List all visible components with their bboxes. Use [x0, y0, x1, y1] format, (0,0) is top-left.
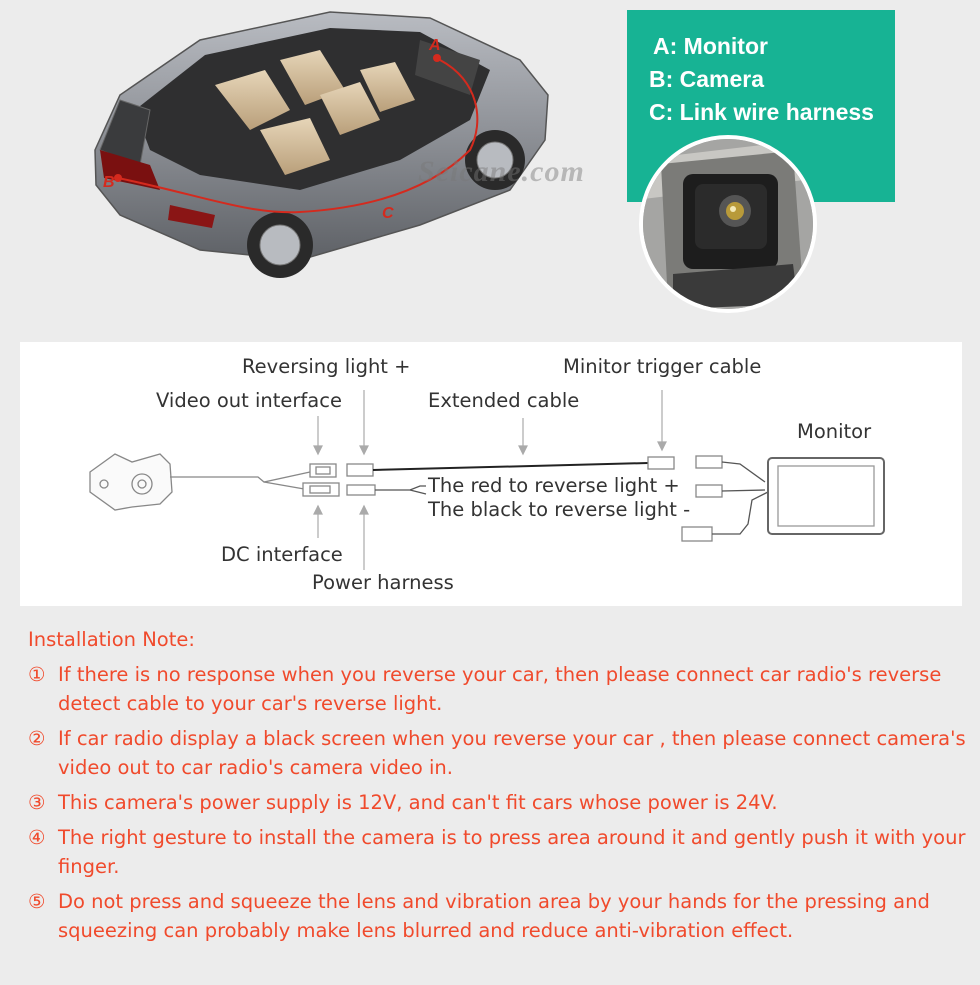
marker-a: A	[429, 37, 441, 54]
note-text: The right gesture to install the camera is to press area around it and gently push it with your finger.	[58, 826, 966, 878]
label-black-wire: The black to reverse light -	[428, 498, 691, 521]
note-item	[28, 660, 973, 718]
note-number: ②	[28, 727, 46, 750]
watermark: Seicane.com	[418, 155, 585, 188]
installation-illustration	[0, 0, 980, 320]
note-item	[28, 887, 973, 945]
camera-icon	[90, 454, 172, 510]
installation-notes	[28, 626, 973, 951]
legend-item-link-wire: C: Link wire harness	[649, 99, 874, 125]
label-red-wire: The red to reverse light +	[428, 474, 680, 497]
monitor-icon	[768, 458, 884, 534]
note-text: If car radio display a black screen when you reverse your car , then please connect camera's video out to car radio's camera video in.	[58, 727, 966, 779]
note-number: ⑤	[28, 890, 46, 913]
note-text: Do not press and squeeze the lens and vibration area by your hands for the pressing and squeezing can probably make lens blurred and reduce anti-vibration effect.	[58, 890, 930, 942]
label-reversing-light: Reversing light +	[242, 355, 411, 378]
car-illustration	[60, 0, 620, 300]
note-text: This camera's power supply is 12V, and can't fit cars whose power is 24V.	[58, 791, 778, 814]
label-power-harness: Power harness	[312, 571, 454, 594]
notes-title: Installation Note:	[28, 628, 195, 651]
note-text: If there is no response when you reverse your car, then please connect car radio's reverse detect cable to your car's reverse light.	[58, 663, 942, 715]
note-item	[28, 823, 973, 881]
marker-b: B	[103, 174, 115, 191]
note-number: ④	[28, 826, 46, 849]
label-extended-cable: Extended cable	[428, 389, 580, 412]
marker-c: C	[382, 205, 394, 222]
legend-item-monitor: A: Monitor	[653, 33, 768, 59]
label-minitor-trigger-cable: Minitor trigger cable	[563, 355, 762, 378]
wiring-diagram	[20, 342, 962, 606]
label-dc-interface: DC interface	[221, 543, 343, 566]
legend-item-camera: B: Camera	[649, 66, 765, 92]
note-item	[28, 788, 973, 817]
note-number: ③	[28, 791, 46, 814]
note-number: ①	[28, 663, 46, 686]
label-video-out-interface: Video out interface	[156, 389, 342, 412]
label-monitor: Monitor	[797, 420, 872, 443]
camera-closeup-image	[639, 135, 817, 313]
note-item	[28, 724, 973, 782]
